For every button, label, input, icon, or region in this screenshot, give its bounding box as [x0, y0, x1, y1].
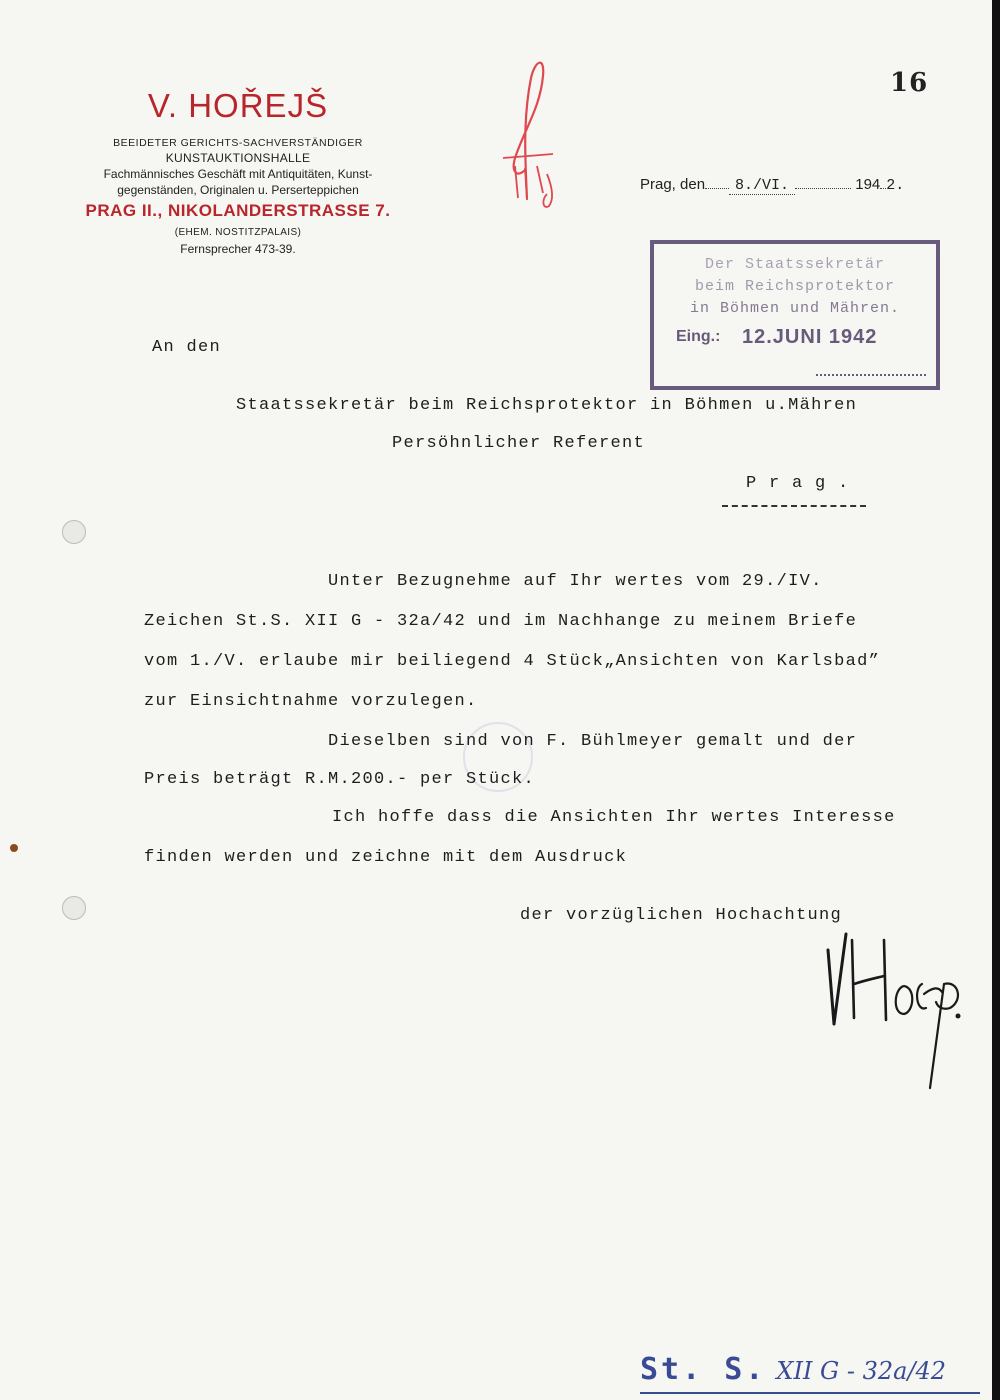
scan-edge [992, 0, 1000, 1400]
body-line: Preis beträgt R.M.200.- per Stück. [144, 770, 536, 789]
letterhead-address: PRAG II., NIKOLANDERSTRASSE 7. [85, 201, 391, 220]
body-line: Ich hoffe dass die Ansichten Ihr wertes Interesse [332, 808, 896, 827]
stamp-received-label: Eing.: [676, 328, 721, 345]
reference-stamp: St. S. [640, 1352, 767, 1387]
body-line: zur Einsichtnahme vorzulegen. [144, 692, 478, 711]
letterhead-title: BEEIDETER GERICHTS-SACHVERSTÄNDIGER [113, 137, 363, 149]
closing: der vorzüglichen Hochachtung [520, 906, 843, 925]
stamp-line-2: beim Reichsprotektor [694, 278, 896, 295]
stamp-line-1: Der Staatssekretär [704, 256, 886, 273]
punch-hole-top [62, 520, 86, 544]
recipient-line-1: Staatssekretär beim Reichsprotektor in Böhmen u.Mähren [236, 396, 858, 415]
signature [818, 928, 968, 1098]
stamp-dotted-line [816, 374, 926, 376]
body-line: Dieselben sind von F. Bühlmeyer gemalt und der [328, 732, 858, 751]
dateline-year-prefix: 194 [855, 176, 881, 193]
letterhead-name: V. HOŘEJŠ [147, 87, 329, 124]
bottom-reference [640, 1352, 946, 1387]
dateline-date: 8./VI. [729, 177, 795, 195]
body-line: Unter Bezugnehme auf Ihr wertes vom 29./IV. [328, 572, 823, 591]
city-underline [722, 505, 866, 507]
page-number: 16 [890, 68, 929, 98]
received-stamp [650, 240, 940, 390]
stamp-received-date: 12.JUNI 1942 [742, 326, 878, 348]
rust-spot [10, 844, 18, 852]
body-line: Zeichen St.S. XII G - 32a/42 und im Nachhange zu meinem Briefe [144, 612, 858, 631]
letterhead [82, 86, 394, 257]
stamp-line-3: in Böhmen und Mähren. [689, 300, 901, 317]
recipient-city: P r a g . [746, 474, 850, 493]
body-line: finden werden und zeichne mit dem Ausdruck [144, 848, 628, 867]
letterhead-description-2: gegenständen, Originalen u. Perserteppichen [117, 183, 359, 197]
letterhead-building: (EHEM. NOSTITZPALAIS) [174, 227, 302, 238]
letterhead-hall: KUNSTAUKTIONSHALLE [165, 151, 311, 165]
red-handwritten-mark [485, 48, 565, 228]
body-line: vom 1./V. erlaube mir beiliegend 4 Stück„Ansichten von Karlsbad” [144, 652, 881, 671]
recipient-line-2: Persöhnlicher Referent [392, 434, 646, 453]
letterhead-description-1: Fachmännisches Geschäft mit Antiquitäten, Kunst- [103, 167, 373, 181]
letterhead-phone: Fernsprecher 473-39. [180, 242, 296, 256]
reference-underline [640, 1392, 980, 1394]
punch-hole-bottom [62, 896, 86, 920]
dateline [640, 176, 904, 195]
salutation: An den [152, 338, 222, 357]
reference-handwritten: XII G - 32a/42 [776, 1357, 947, 1385]
dateline-label: Prag, den [640, 176, 706, 193]
dateline-year-suffix: 2. [886, 177, 905, 194]
